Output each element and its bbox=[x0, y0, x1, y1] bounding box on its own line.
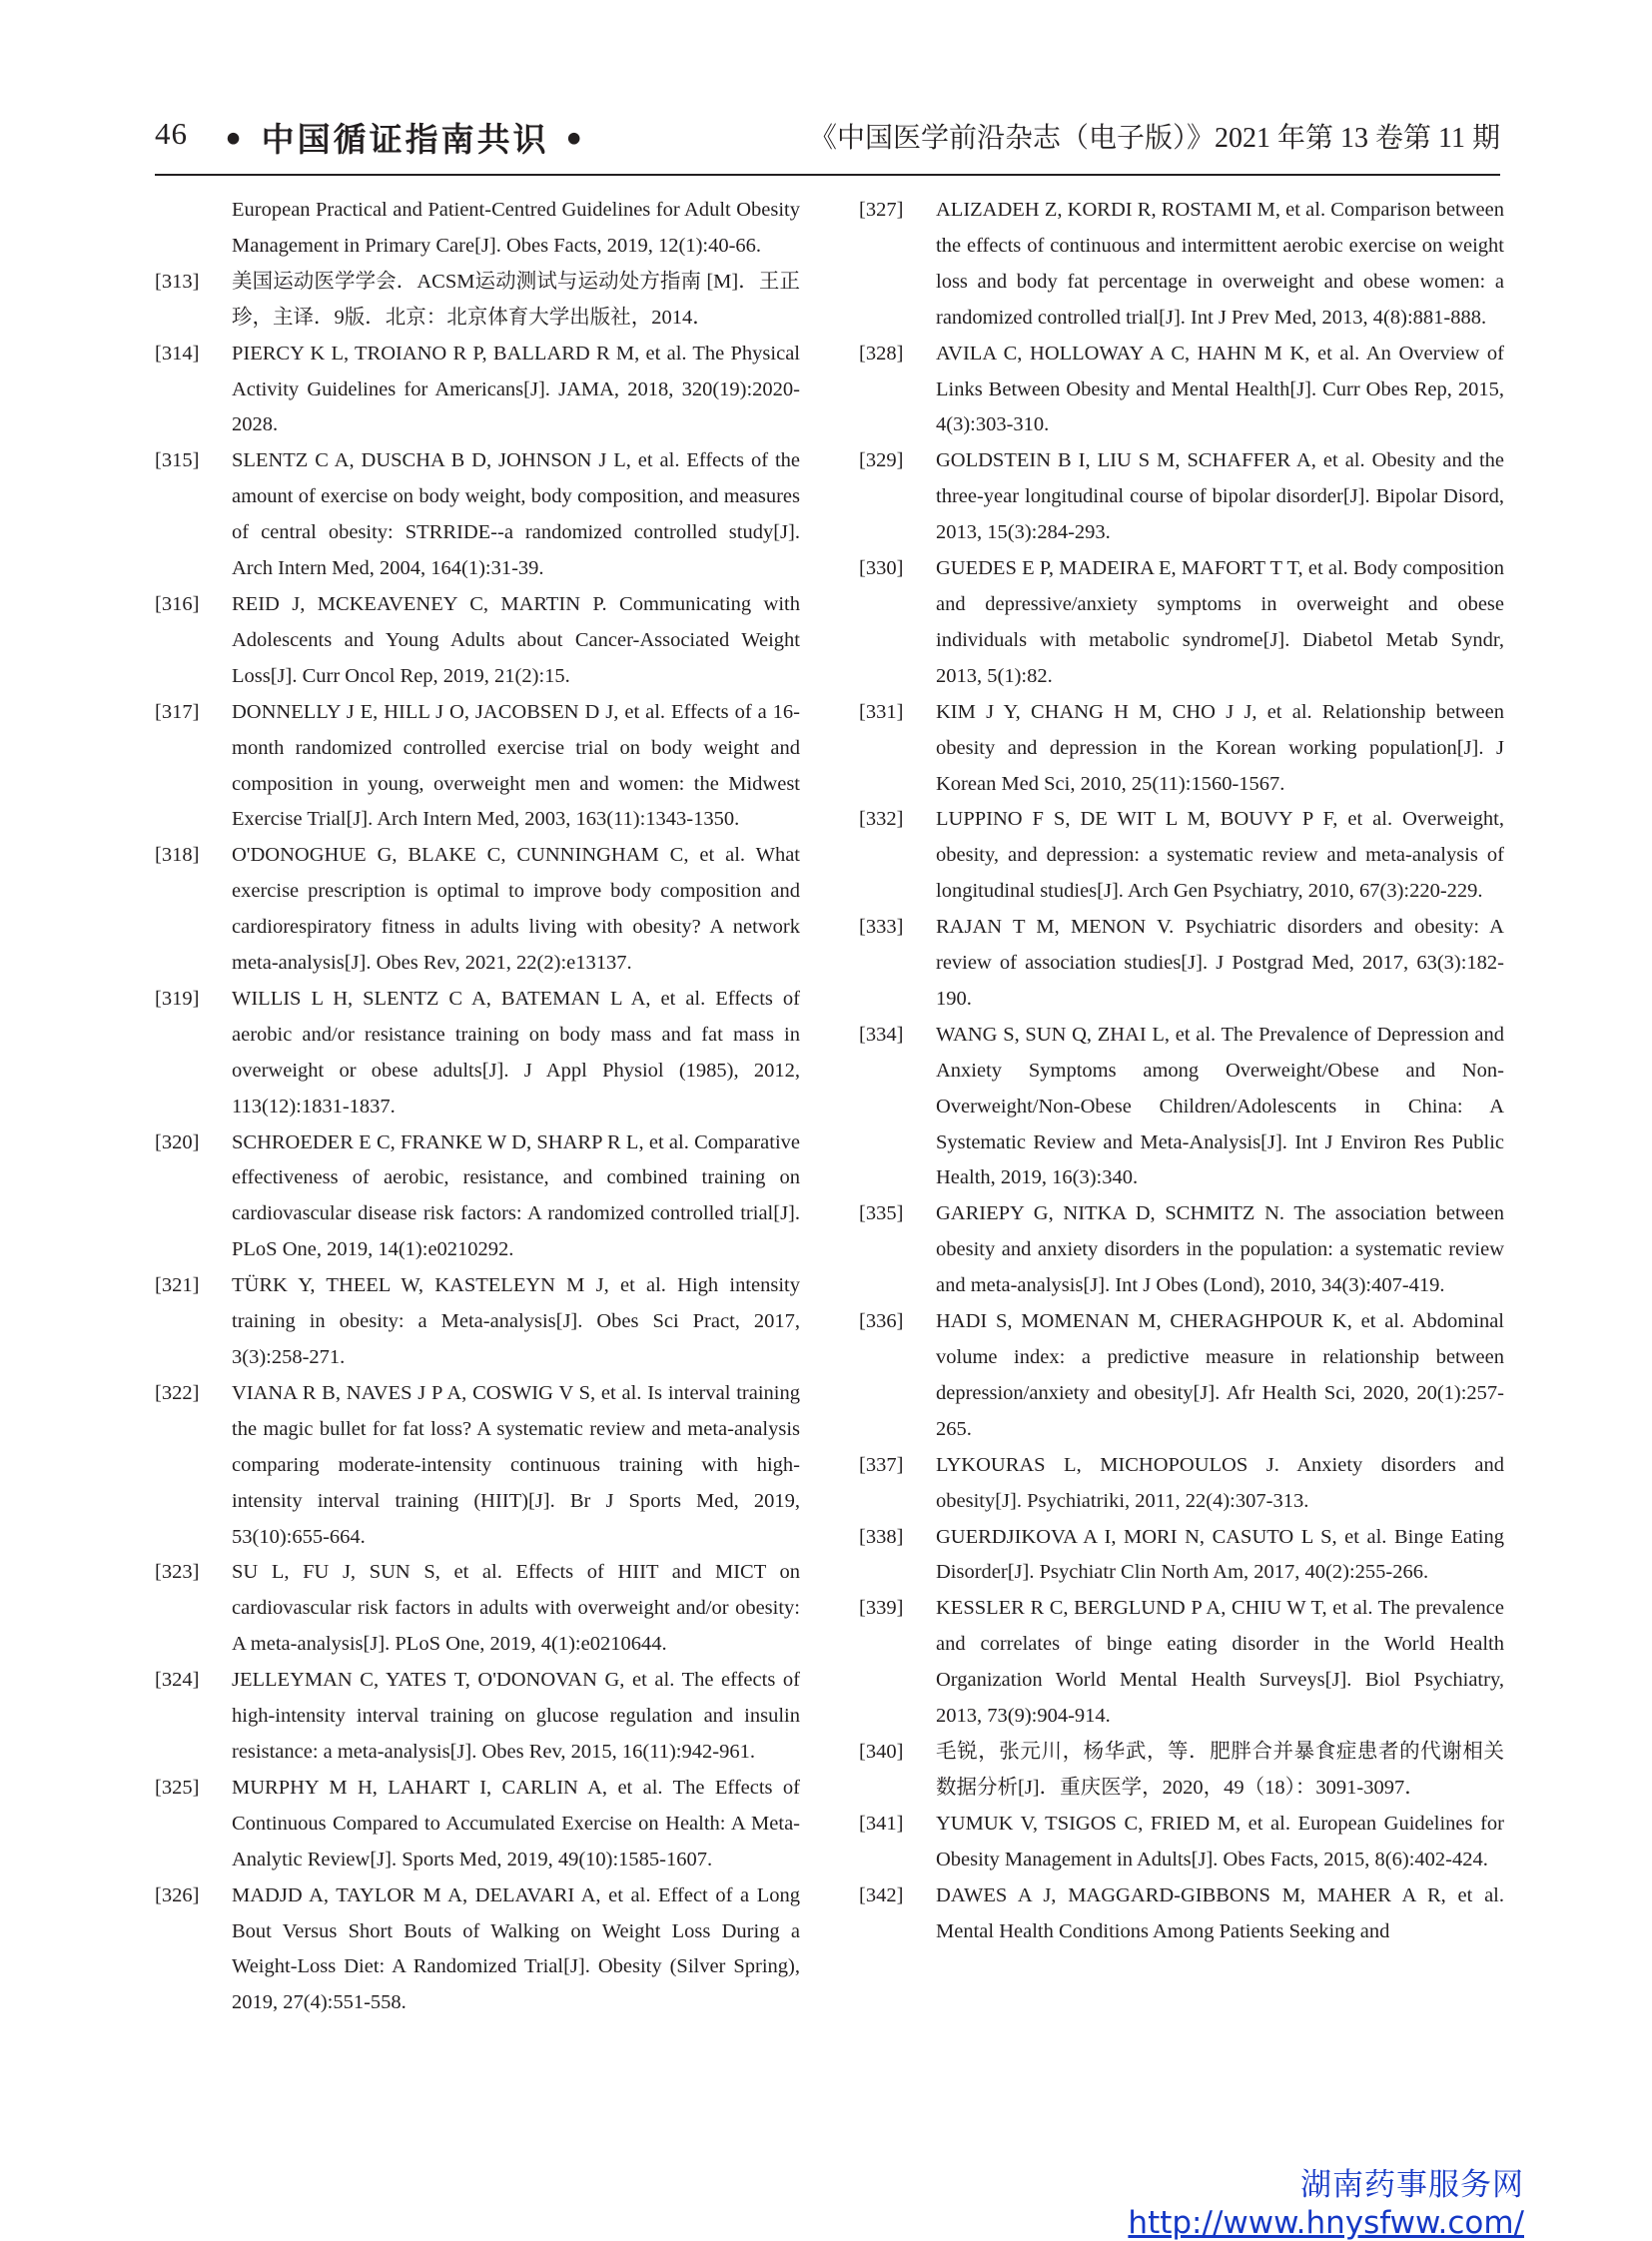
reference-text: GOLDSTEIN B I, LIU S M, SCHAFFER A, et al. Obesity and the three-year longitudinal course of bipolar disorder[J]. Bipolar Disord, 2013, 15(3):284-293. bbox=[936, 449, 1504, 544]
reference-number: [318] bbox=[155, 844, 200, 867]
reference-text: RAJAN T M, MENON V. Psychiatric disorders and obesity: A review of association studies[J]. J Postgrad Med, 2017, 63(3):182-190. bbox=[936, 916, 1504, 1010]
reference-text: ALIZADEH Z, KORDI R, ROSTAMI M, et al. Comparison between the effects of continuous and intermittent aerobic exercise on weight loss and body fat percentage in overweight and obese women: a randomized controlled trial[J]. Int J Prev Med, 2013, 4(8):881-888. bbox=[936, 199, 1504, 329]
reference-item bbox=[155, 1771, 800, 1878]
reference-item bbox=[155, 443, 800, 587]
reference-text: GARIEPY G, NITKA D, SCHMITZ N. The association between obesity and anxiety disorders in the population: a systematic review and meta-analysis[J]. Int J Obes (Lond), 2010, 34(3):407-419. bbox=[936, 1202, 1504, 1297]
reference-number: [322] bbox=[155, 1381, 200, 1404]
reference-number: [316] bbox=[155, 592, 200, 615]
reference-text: TÜRK Y, THEEL W, KASTELEYN M J, et al. High intensity training in obesity: a Meta-analysis[J]. Obes Sci Pract, 2017, 3(3):258-271. bbox=[232, 1274, 800, 1368]
reference-text: O'DONOGHUE G, BLAKE C, CUNNINGHAM C, et al. What exercise prescription is optimal to improve body composition and cardiorespiratory fitness in adults living with obesity? A network meta-analysis[J]. Obes Rev, 2021, 22(2):e13137. bbox=[232, 844, 800, 975]
reference-number: [315] bbox=[155, 449, 200, 472]
reference-text: LUPPINO F S, DE WIT L M, BOUVY P F, et al. Overweight, obesity, and depression: a systematic review and meta-analysis of longitudinal studies[J]. Arch Gen Psychiatry, 2010, 67(3):220-229. bbox=[936, 808, 1504, 903]
reference-item bbox=[155, 1125, 800, 1269]
reference-number: [323] bbox=[155, 1561, 200, 1584]
reference-number: [333] bbox=[859, 916, 904, 939]
page-header bbox=[155, 110, 1500, 160]
reference-text: PIERCY K L, TROIANO R P, BALLARD R M, et al. The Physical Activity Guidelines for Americans[J]. JAMA, 2018, 320(19):2020-2028. bbox=[232, 342, 800, 436]
reference-text: 毛锐，张元川，杨华武，等．肥胖合并暴食症患者的代谢相关数据分析[J]．重庆医学，2020，49（18）：3091-3097． bbox=[936, 1740, 1504, 1799]
reference-item bbox=[859, 695, 1504, 803]
reference-text: WILLIS L H, SLENTZ C A, BATEMAN L A, et al. Effects of aerobic and/or resistance training on body mass and fat mass in overweight or obese adults[J]. J Appl Physiol (1985), 2012, 113(12):1831-1837. bbox=[232, 987, 800, 1118]
reference-text: DAWES A J, MAGGARD-GIBBONS M, MAHER A R, et al. Mental Health Conditions Among Patients Seeking and bbox=[936, 1883, 1504, 1942]
reference-text: SU L, FU J, SUN S, et al. Effects of HIIT and MICT on cardiovascular risk factors in adults with overweight and/or obesity: A meta-analysis[J]. PLoS One, 2019, 4(1):e0210644. bbox=[232, 1561, 800, 1656]
reference-text: LYKOURAS L, MICHOPOULOS J. Anxiety disorders and obesity[J]. Psychiatriki, 2011, 22(4):307-313. bbox=[936, 1453, 1504, 1512]
reference-item bbox=[155, 982, 800, 1125]
reference-number: [337] bbox=[859, 1453, 904, 1476]
reference-item bbox=[859, 443, 1504, 551]
reference-number: [324] bbox=[155, 1669, 200, 1692]
reference-item bbox=[155, 587, 800, 695]
reference-text: KIM J Y, CHANG H M, CHO J J, et al. Relationship between obesity and depression in the Korean working population[J]. J Korean Med Sci, 2010, 25(11):1560-1567. bbox=[936, 700, 1504, 795]
reference-item bbox=[859, 1304, 1504, 1448]
reference-number: [336] bbox=[859, 1310, 904, 1333]
reference-text: SLENTZ C A, DUSCHA B D, JOHNSON J L, et al. Effects of the amount of exercise on body weight, body composition, and measures of central obesity: STRRIDE--a randomized controlled study[J]. Arch Intern Med, 2004, 164(1):31-39. bbox=[232, 449, 800, 580]
reference-number: [317] bbox=[155, 700, 200, 723]
reference-item bbox=[155, 337, 800, 444]
journal-title: 《中国医学前沿杂志（电子版）》2021 年第 13 卷第 11 期 bbox=[809, 123, 1500, 154]
reference-text: 美国运动医学学会．ACSM运动测试与运动处方指南 [M]．王正珍，主译．9版．北京：北京体育大学出版社，2014． bbox=[232, 270, 800, 329]
reference-text: SCHROEDER E C, FRANKE W D, SHARP R L, et al. Comparative effectiveness of aerobic, resistance, and combined training on cardiovascular disease risk factors: A randomized controlled trial[J]. PLoS One, 2019, 14(1):e0210292. bbox=[232, 1130, 800, 1261]
watermark bbox=[1128, 2165, 1524, 2241]
reference-text: KESSLER R C, BERGLUND P A, CHIU W T, et al. The prevalence and correlates of binge eating disorder in the World Health Organization World Mental Health Surveys[J]. Biol Psychiatry, 2013, 73(9):904-914. bbox=[936, 1597, 1504, 1728]
reference-number: [314] bbox=[155, 342, 200, 365]
reference-number: [327] bbox=[859, 199, 904, 221]
reference-number: [335] bbox=[859, 1202, 904, 1225]
reference-number: [338] bbox=[859, 1525, 904, 1548]
section-title: • 中国循证指南共识 • bbox=[223, 120, 588, 159]
reference-text: GUEDES E P, MADEIRA E, MAFORT T T, et al. Body composition and depressive/anxiety symptoms in overweight and obese individuals with metabolic syndrome[J]. Diabetol Metab Syndr, 2013, 5(1):82. bbox=[936, 557, 1504, 687]
reference-text: VIANA R B, NAVES J P A, COSWIG V S, et al. Is interval training the magic bullet for fat loss? A systematic review and meta-analysis comparing moderate-intensity continuous training with high-intensity interval training (HIIT)[J]. Br J Sports Med, 2019, 53(10):655-664. bbox=[232, 1381, 800, 1548]
reference-item bbox=[859, 337, 1504, 444]
reference-number: [331] bbox=[859, 700, 904, 723]
reference-item bbox=[859, 1735, 1504, 1807]
reference-continuation: European Practical and Patient-Centred Guidelines for Adult Obesity Management in Primary Care[J]. Obes Facts, 2019, 12(1):40-66. bbox=[232, 199, 800, 257]
reference-number: [329] bbox=[859, 449, 904, 472]
reference-item bbox=[859, 802, 1504, 910]
reference-item bbox=[155, 265, 800, 337]
reference-text: GUERDJIKOVA A I, MORI N, CASUTO L S, et al. Binge Eating Disorder[J]. Psychiatr Clin North Am, 2017, 40(2):255-266. bbox=[936, 1525, 1504, 1584]
reference-text: DONNELLY J E, HILL J O, JACOBSEN D J, et al. Effects of a 16-month randomized controlled exercise trial on body weight and composition in young, overweight men and women: the Midwest Exercise Trial[J]. Arch Intern Med, 2003, 163(11):1343-1350. bbox=[232, 700, 800, 831]
reference-item bbox=[155, 1663, 800, 1771]
reference-number: [334] bbox=[859, 1023, 904, 1046]
right-column bbox=[859, 193, 1504, 1949]
reference-number: [313] bbox=[155, 270, 200, 293]
reference-text: YUMUK V, TSIGOS C, FRIED M, et al. European Guidelines for Obesity Management in Adults[J]. Obes Facts, 2015, 8(6):402-424. bbox=[936, 1812, 1504, 1870]
reference-number: [332] bbox=[859, 808, 904, 831]
reference-item bbox=[859, 1018, 1504, 1197]
reference-item bbox=[859, 1878, 1504, 1950]
watermark-site-name: 湖南药事服务网 bbox=[1300, 2167, 1524, 2203]
reference-item bbox=[859, 1591, 1504, 1735]
left-reference-list bbox=[155, 265, 800, 2021]
reference-number: [319] bbox=[155, 987, 200, 1010]
header-rule bbox=[155, 174, 1500, 176]
reference-item bbox=[859, 551, 1504, 695]
reference-item bbox=[155, 1555, 800, 1663]
reference-item bbox=[155, 1376, 800, 1556]
reference-item bbox=[155, 838, 800, 982]
reference-number: [330] bbox=[859, 557, 904, 580]
reference-number: [326] bbox=[155, 1883, 200, 1906]
reference-item bbox=[155, 1268, 800, 1376]
reference-number: [320] bbox=[155, 1130, 200, 1153]
reference-item bbox=[859, 1807, 1504, 1878]
watermark-url-link[interactable]: http://www.hnysfww.com/ bbox=[1128, 2205, 1524, 2241]
reference-text: MURPHY M H, LAHART I, CARLIN A, et al. The Effects of Continuous Compared to Accumulated Exercise on Health: A Meta-Analytic Review[J]. Sports Med, 2019, 49(10):1585-1607. bbox=[232, 1776, 800, 1870]
reference-number: [321] bbox=[155, 1274, 200, 1297]
reference-number: [340] bbox=[859, 1740, 904, 1763]
reference-number: [328] bbox=[859, 342, 904, 365]
reference-item bbox=[859, 1196, 1504, 1304]
reference-item bbox=[155, 1878, 800, 2022]
reference-text: JELLEYMAN C, YATES T, O'DONOVAN G, et al. The effects of high-intensity interval training on glucose regulation and insulin resistance: a meta-analysis[J]. Obes Rev, 2015, 16(11):942-961. bbox=[232, 1669, 800, 1763]
reference-item bbox=[859, 1520, 1504, 1592]
reference-item bbox=[155, 695, 800, 839]
reference-item bbox=[859, 910, 1504, 1018]
left-column bbox=[155, 193, 800, 2021]
right-reference-list bbox=[859, 193, 1504, 1949]
reference-text: REID J, MCKEAVENEY C, MARTIN P. Communicating with Adolescents and Young Adults about Cancer-Associated Weight Loss[J]. Curr Oncol Rep, 2019, 21(2):15. bbox=[232, 592, 800, 687]
reference-number: [325] bbox=[155, 1776, 200, 1799]
reference-number: [339] bbox=[859, 1597, 904, 1620]
page-number: 46 bbox=[155, 116, 188, 151]
reference-number: [342] bbox=[859, 1883, 904, 1906]
reference-text: WANG S, SUN Q, ZHAI L, et al. The Prevalence of Depression and Anxiety Symptoms among Overweight/Obese and Non-Overweight/Non-Obese Children/Adolescents in China: A Systematic Review and Meta-Analysis[J]. Int J Environ Res Public Health, 2019, 16(3):340. bbox=[936, 1023, 1504, 1189]
reference-item bbox=[859, 1448, 1504, 1520]
reference-text: AVILA C, HOLLOWAY A C, HAHN M K, et al. An Overview of Links Between Obesity and Mental Health[J]. Curr Obes Rep, 2015, 4(3):303-310. bbox=[936, 342, 1504, 436]
reference-number: [341] bbox=[859, 1812, 904, 1835]
reference-text: HADI S, MOMENAN M, CHERAGHPOUR K, et al. Abdominal volume index: a predictive measure in relationship between depression/anxiety and obesity[J]. Afr Health Sci, 2020, 20(1):257-265. bbox=[936, 1310, 1504, 1440]
reference-item bbox=[859, 193, 1504, 337]
reference-text: MADJD A, TAYLOR M A, DELAVARI A, et al. Effect of a Long Bout Versus Short Bouts of Walking on Weight Loss During a Weight-Loss Diet: A Randomized Trial[J]. Obesity (Silver Spring), 2019, 27(4):551-558. bbox=[232, 1883, 800, 2014]
